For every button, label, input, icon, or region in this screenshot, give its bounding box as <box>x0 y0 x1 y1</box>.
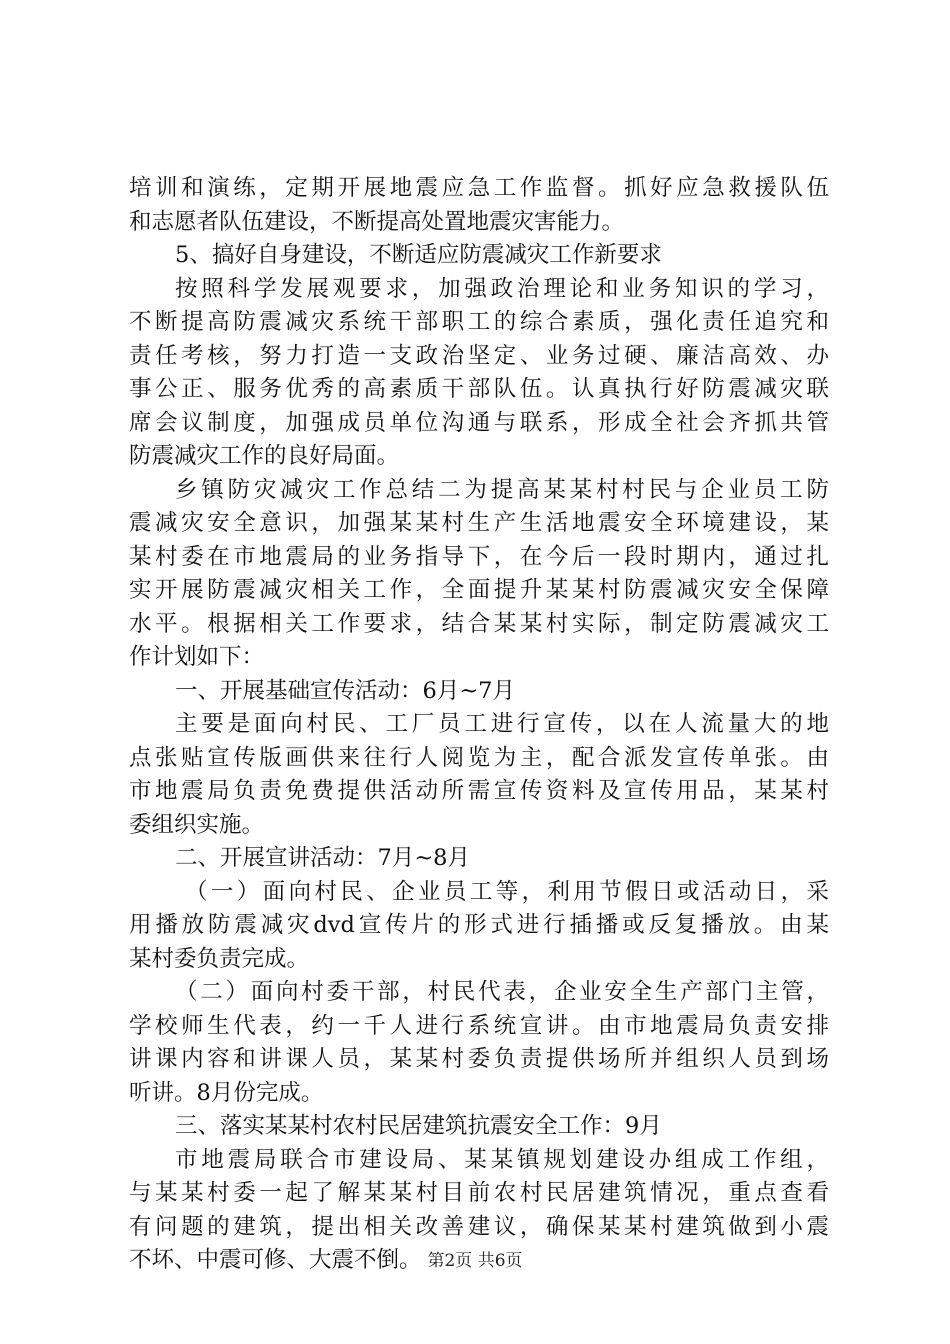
text-line: 作计划如下： <box>129 644 265 670</box>
text-line: （二）面向村委干部，村民代表，企业安全生产部门主管， <box>175 979 829 1005</box>
section-heading: 5、搞好自身建设，不断适应防震减灾工作新要求 <box>175 242 662 268</box>
text-line: 市地震局联合市建设局、某某镇规划建设办组成工作组， <box>175 1146 829 1173</box>
text-line: 培训和演练，定期开展地震应急工作监督。抓好应急救援队伍 <box>129 175 829 201</box>
text-line: 和志愿者队伍建设，不断提高处置地震灾害能力。 <box>129 208 625 235</box>
text-line: 实开展防震减灾相关工作，全面提升某某村防震减灾安全保障 <box>129 577 829 603</box>
text-line: 主要是面向村民、工厂员工进行宣传，以在人流量大的地 <box>175 711 829 737</box>
text-line: 委组织实施。 <box>129 811 265 838</box>
section-heading: 二、开展宣讲活动：7月~8月 <box>175 845 470 871</box>
page-footer <box>0 1250 950 1272</box>
text-line: 听讲。8月份完成。 <box>129 1079 324 1106</box>
text-line: 有问题的建筑，提出相关改善建议，确保某某村建筑做到小震 <box>129 1213 829 1240</box>
section-heading: 三、落实某某村农村民居建筑抗震安全工作：9月 <box>175 1113 662 1139</box>
text-line: 不坏、中震可修、大震不倒。 <box>129 1247 422 1273</box>
text-line: 席会议制度，加强成员单位沟通与联系，形成全社会齐抓共管 <box>129 409 829 436</box>
text-line: 乡镇防灾减灾工作总结二为提高某某村村民与企业员工防 <box>175 476 829 503</box>
document-body <box>129 172 829 1278</box>
text-line: （一）面向村民、企业员工等，利用节假日或活动日，采 <box>185 878 829 905</box>
text-line: 某村委负责完成。 <box>129 945 310 972</box>
text-line: 按照科学发展观要求，加强政治理论和业务知识的学习， <box>175 275 829 302</box>
text-line: 水平。根据相关工作要求，结合某某村实际，制定防震减灾工 <box>129 610 829 637</box>
text-line: 不断提高防震减灾系统干部职工的综合素质，强化责任追究和 <box>129 309 829 335</box>
page-number-label: 第2页 共6页 <box>427 1251 523 1271</box>
text-line: 讲课内容和讲课人员，某某村委负责提供场所并组织人员到场 <box>129 1046 829 1072</box>
text-line: 市地震局负责免费提供活动所需宣传资料及宣传用品，某某村 <box>129 778 829 804</box>
text-line: 事公正、服务优秀的高素质干部队伍。认真执行好防震减灾联 <box>129 376 829 402</box>
text-line: 与某某村委一起了解某某村目前农村民居建筑情况，重点查看 <box>129 1180 829 1206</box>
text-line: 震减灾安全意识，加强某某村生产生活地震安全环境建设，某 <box>129 510 829 536</box>
section-heading: 一、开展基础宣传活动：6月~7月 <box>175 677 515 704</box>
text-line: 防震减灾工作的良好局面。 <box>129 443 400 469</box>
text-line: 学校师生代表，约一千人进行系统宣讲。由市地震局负责安排 <box>129 1012 829 1039</box>
text-line: 点张贴宣传版画供来往行人阅览为主，配合派发宣传单张。由 <box>129 744 829 771</box>
text-line: 用播放防震减灾dvd宣传片的形式进行插播或反复播放。由某 <box>129 912 829 938</box>
text-line: 责任考核，努力打造一支政治坚定、业务过硬、廉洁高效、办 <box>129 342 829 369</box>
text-line: 某村委在市地震局的业务指导下，在今后一段时期内，通过扎 <box>129 543 829 570</box>
